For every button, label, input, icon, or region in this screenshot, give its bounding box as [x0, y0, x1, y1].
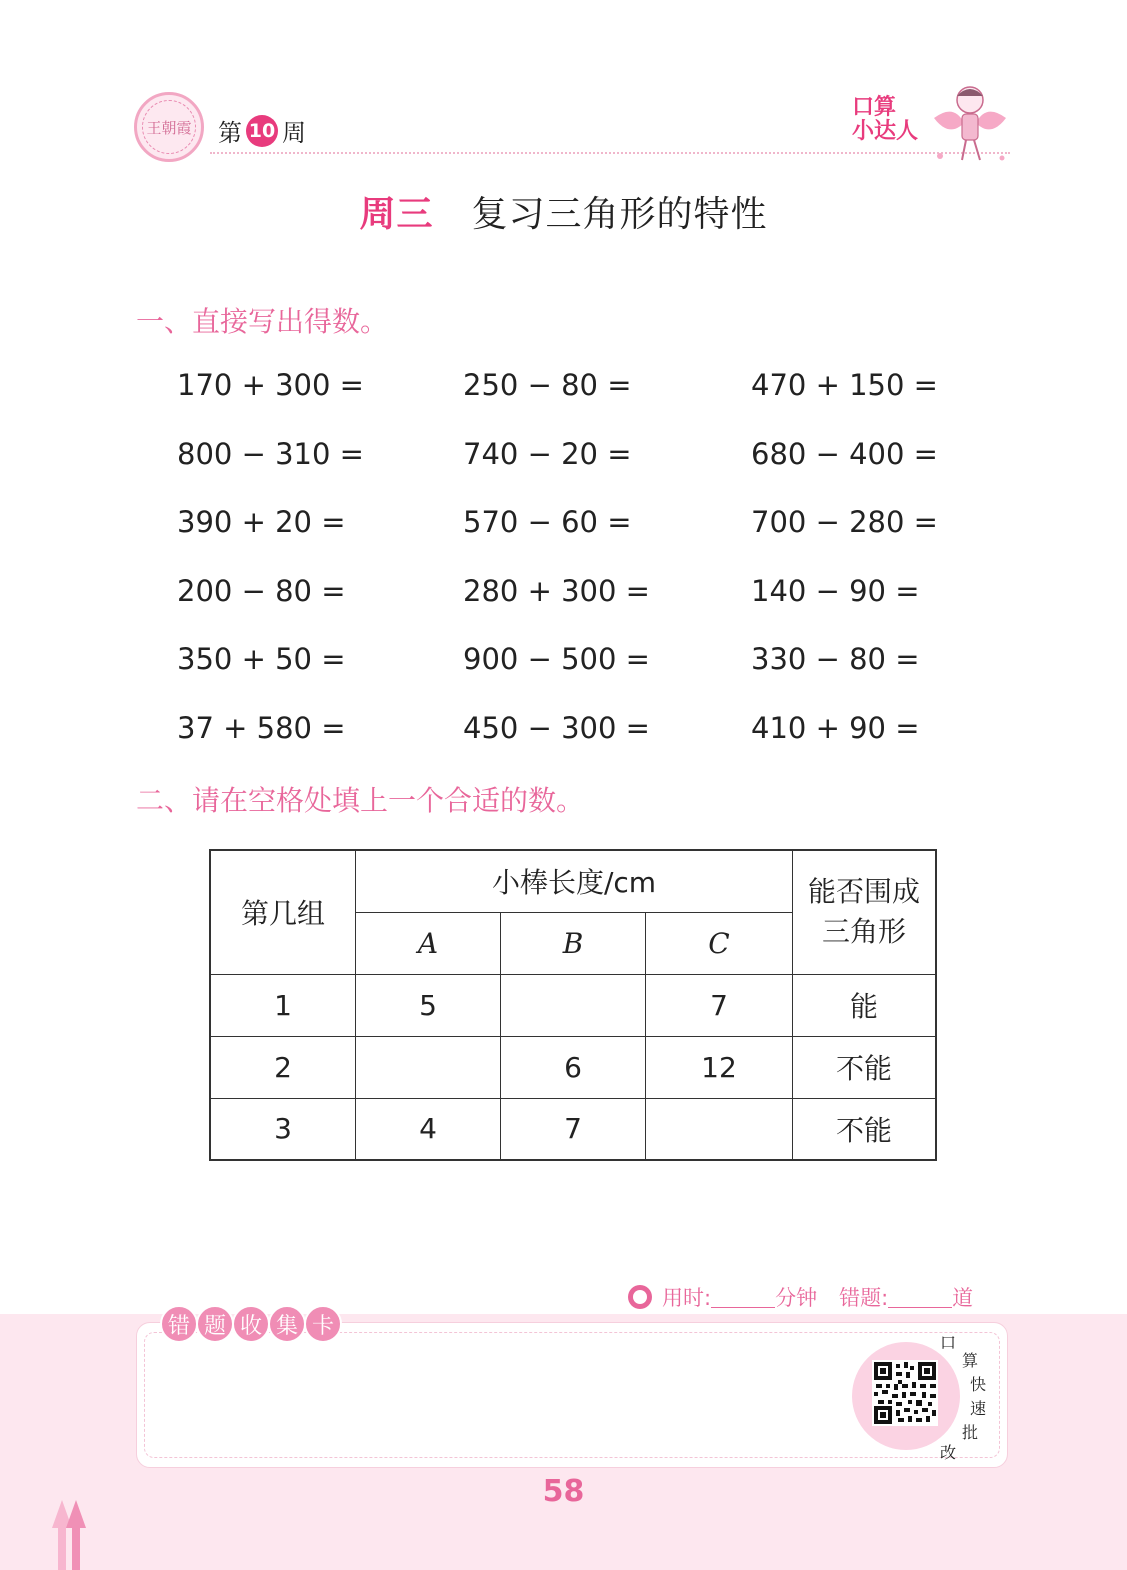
brand-line1: 口算 — [852, 95, 897, 120]
exercise-row — [177, 435, 997, 504]
exercise: 37 + 580 = — [177, 710, 346, 745]
exercise: 800 − 310 = — [177, 436, 364, 471]
header-length: 小棒长度/cm — [356, 850, 793, 912]
group-cell: 2 — [210, 1036, 356, 1098]
header-divider — [210, 152, 1010, 154]
error-unit: 道 — [952, 1286, 974, 1310]
exercise: 680 − 400 = — [751, 436, 938, 471]
time-blank[interactable] — [711, 1287, 775, 1308]
week-number-badge: 10 — [246, 115, 278, 147]
exercise-row — [177, 640, 997, 709]
exercise-row — [177, 572, 997, 641]
section1-heading: 一、直接写出得数。 — [136, 305, 389, 338]
group-cell: 3 — [210, 1098, 356, 1160]
card-title-char: 集 — [268, 1305, 306, 1343]
card-title — [160, 1305, 340, 1343]
exercise: 250 − 80 = — [463, 368, 632, 402]
result-cell: 不能 — [793, 1098, 937, 1160]
page-number: 58 — [542, 1474, 585, 1509]
table-row — [210, 1098, 936, 1160]
stopwatch-icon — [628, 1285, 652, 1309]
exercise-row — [177, 709, 997, 778]
qr-caption-char: 算 — [962, 1351, 979, 1370]
exercise: 330 − 80 = — [751, 642, 920, 676]
exercise-row — [177, 503, 997, 572]
error-blank[interactable] — [888, 1287, 952, 1308]
exercise: 200 − 80 = — [177, 573, 346, 608]
header-col-c: C — [646, 912, 793, 974]
length-c-cell: 7 — [646, 974, 793, 1036]
card-title-char: 收 — [232, 1305, 270, 1343]
result-cell: 能 — [793, 974, 937, 1036]
card-title-char: 题 — [196, 1305, 234, 1343]
header-result — [793, 850, 937, 974]
exercise: 470 + 150 = — [751, 368, 938, 402]
exercise-grid — [177, 366, 997, 777]
qr-caption-char: 改 — [940, 1443, 957, 1462]
exercise: 900 − 500 = — [463, 642, 650, 676]
header-col-b: B — [501, 912, 646, 974]
exercise: 170 + 300 = — [177, 368, 364, 402]
table-row — [210, 1036, 936, 1098]
publisher-seal-logo — [134, 92, 204, 162]
qr-caption-char: 快 — [970, 1375, 987, 1394]
length-b-cell: 6 — [501, 1036, 646, 1098]
qr-code-icon[interactable] — [872, 1360, 938, 1426]
header-result-line1: 能否围成 — [807, 875, 920, 909]
error-label: 错题: — [839, 1286, 889, 1310]
qr-caption-char: 速 — [970, 1399, 987, 1418]
title-day: 周三 — [359, 194, 434, 235]
exercise: 410 + 90 = — [751, 710, 920, 745]
time-error-record — [628, 1282, 973, 1312]
length-a-cell: 4 — [356, 1098, 501, 1160]
group-cell: 1 — [210, 974, 356, 1036]
brand-logo — [852, 96, 918, 144]
exercise: 570 − 60 = — [463, 505, 632, 539]
week-prefix: 第 — [218, 119, 242, 147]
seal-text: 王朝霞 — [146, 118, 192, 137]
section2-heading: 二、请在空格处填上一个合适的数。 — [136, 784, 585, 817]
time-label: 用时: — [662, 1286, 712, 1310]
week-suffix: 周 — [282, 119, 306, 147]
length-b-cell: 7 — [501, 1098, 646, 1160]
length-a-cell: 5 — [356, 974, 501, 1036]
mascot-icon — [924, 78, 1016, 170]
card-title-char: 卡 — [304, 1305, 342, 1343]
header-col-a: A — [356, 912, 501, 974]
week-label — [218, 113, 306, 148]
title-topic: 复习三角形的特性 — [471, 194, 768, 235]
up-arrow-decoration-icon — [52, 1500, 92, 1570]
exercise: 390 + 20 = — [177, 505, 346, 539]
table-row — [210, 974, 936, 1036]
exercise: 280 + 300 = — [463, 573, 650, 608]
result-cell: 不能 — [793, 1036, 937, 1098]
header-group: 第几组 — [210, 850, 356, 974]
length-c-blank[interactable] — [646, 1098, 793, 1160]
card-title-char: 错 — [160, 1305, 198, 1343]
length-c-cell: 12 — [646, 1036, 793, 1098]
brand-line2: 小达人 — [852, 119, 919, 144]
exercise-row — [177, 366, 997, 435]
length-b-blank[interactable] — [501, 974, 646, 1036]
length-a-blank[interactable] — [356, 1036, 501, 1098]
exercise: 350 + 50 = — [177, 642, 346, 676]
qr-caption-char: 口 — [940, 1333, 957, 1352]
exercise: 740 − 20 = — [463, 436, 632, 471]
page-title — [0, 186, 1127, 237]
header-result-line2: 三角形 — [821, 915, 906, 949]
exercise: 450 − 300 = — [463, 710, 650, 745]
triangle-table — [209, 849, 937, 1161]
qr-caption-char: 批 — [962, 1423, 979, 1442]
exercise: 140 − 90 = — [751, 573, 920, 608]
time-unit: 分钟 — [775, 1286, 818, 1310]
exercise: 700 − 280 = — [751, 505, 938, 539]
